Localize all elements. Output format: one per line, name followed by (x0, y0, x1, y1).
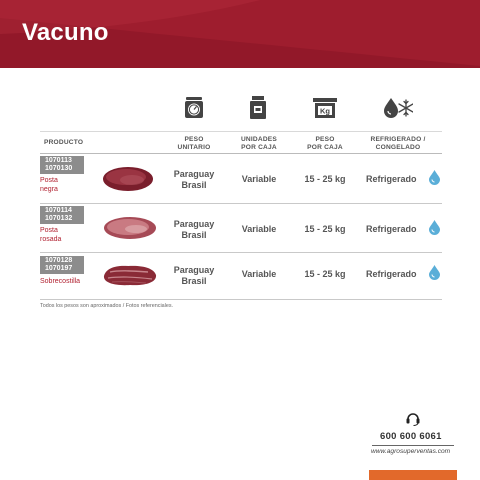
water-drop-icon (429, 220, 440, 235)
box-icon (250, 96, 266, 119)
product-code: 1070113 1070130 (40, 156, 84, 174)
kg-label: Kg (320, 106, 330, 116)
origin-cell: Paraguay Brasil (173, 219, 215, 240)
divider-bottom (40, 299, 442, 300)
col-head-producto: PRODUCTO (44, 139, 84, 146)
kg-weight-icon (313, 98, 337, 118)
units-cell: Variable (241, 269, 277, 279)
box-weight-cell: 15 - 25 kg (304, 174, 346, 184)
origin-cell: Paraguay Brasil (173, 169, 215, 190)
state-cell: Refrigerado (366, 269, 417, 279)
product-code: 1070114 1070132 (40, 206, 84, 224)
divider-header (40, 153, 442, 154)
product-code: 1070128 1070197 (40, 256, 84, 274)
water-drop-icon (429, 265, 440, 280)
col-head-refrigerado: REFRIGERADO / CONGELADO (370, 136, 426, 151)
headset-icon (405, 410, 421, 426)
page-header (0, 0, 480, 68)
divider-row-1 (40, 203, 442, 204)
divider-top (40, 131, 442, 132)
units-cell: Variable (241, 174, 277, 184)
state-cell: Refrigerado (366, 174, 417, 184)
divider-row-2 (40, 252, 442, 253)
box-weight-cell: 15 - 25 kg (304, 269, 346, 279)
page-title: Vacuno (22, 19, 109, 46)
phone-divider (372, 445, 454, 446)
col-head-peso-caja: PESO POR CAJA (307, 136, 343, 151)
origin-cell: Paraguay Brasil (173, 265, 215, 286)
footnote: Todos los pesos son aproximados / Fotos referenciales. (40, 303, 174, 309)
state-cell: Refrigerado (366, 224, 417, 234)
drop-snowflake-icon (383, 97, 413, 119)
scale-icon (184, 97, 204, 119)
website-link[interactable]: www.agrosuperventas.com (371, 448, 451, 455)
product-name: Posta negra (40, 177, 58, 193)
col-head-peso-unitario: PESO UNITARIO (177, 136, 211, 151)
water-drop-icon (429, 170, 440, 185)
product-photo (102, 262, 158, 288)
product-name: Posta rosada (40, 227, 62, 243)
phone-number: 600 600 6061 (380, 431, 442, 442)
units-cell: Variable (241, 224, 277, 234)
brand-bar (369, 470, 457, 480)
box-weight-cell: 15 - 25 kg (304, 224, 346, 234)
product-photo (102, 165, 154, 193)
product-name: Sobrecostilla (40, 278, 81, 285)
col-head-unidades: UNIDADES POR CAJA (240, 136, 278, 151)
product-photo (103, 215, 157, 241)
